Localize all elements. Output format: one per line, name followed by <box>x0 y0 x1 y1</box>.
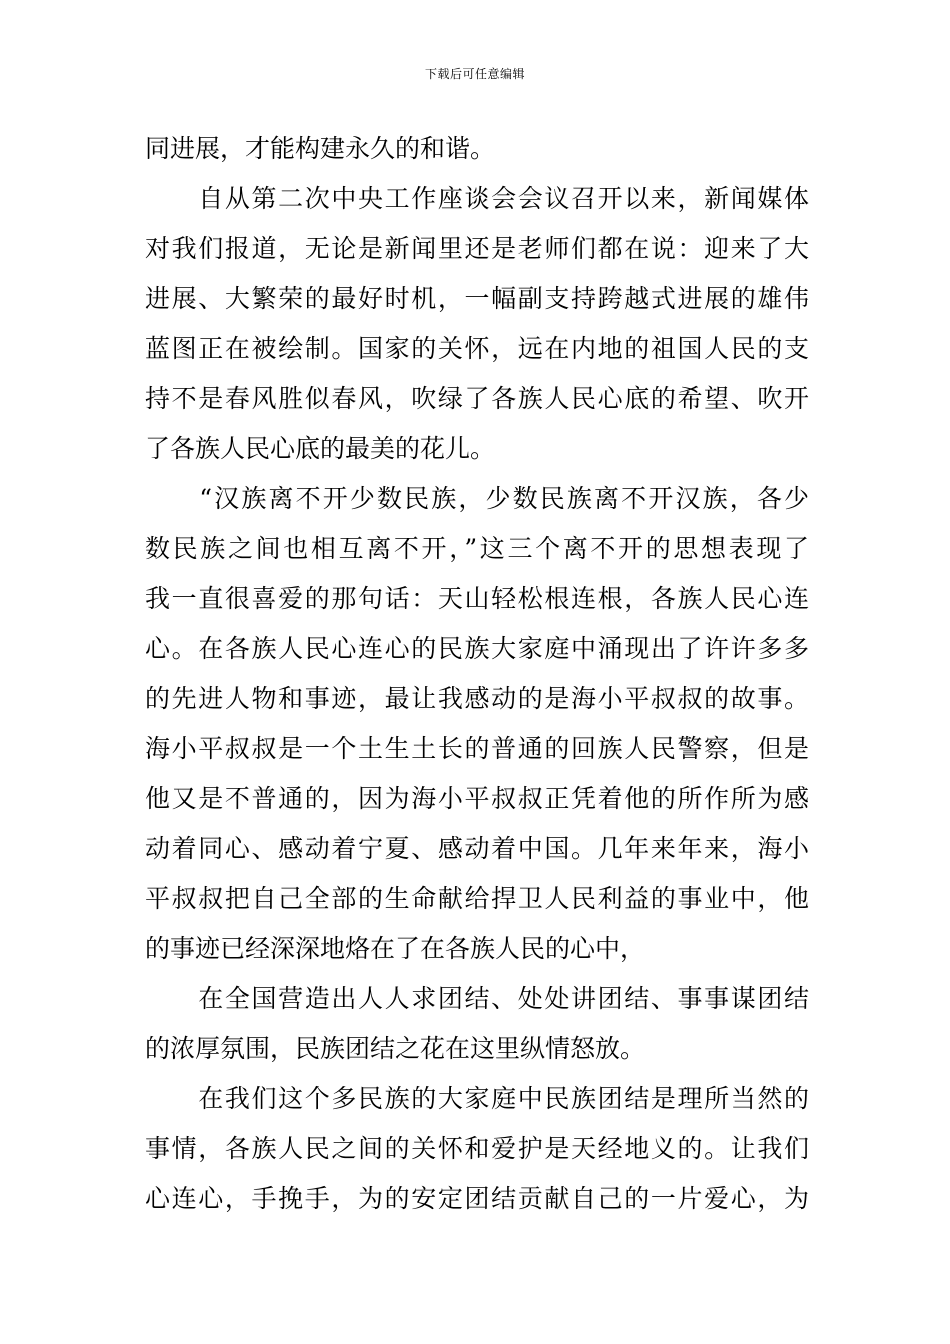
text-line: 在全国营造出人人求团结、处处讲团结、事事谋团结 <box>145 984 809 1013</box>
body-text <box>145 124 809 1224</box>
text-line: 蓝图正在被绘制。国家的关怀，远在内地的祖国人民的支 <box>145 334 809 363</box>
text-line: 的先进人物和事迹，最让我感动的是海小平叔叔的故事。 <box>145 684 809 713</box>
text-line: 心连心，手挽手，为的安定团结贡献自己的一片爱心，为 <box>145 1184 809 1213</box>
text-line: 平叔叔把自己全部的生命献给捍卫人民利益的事业中，他 <box>145 884 809 913</box>
text-line: 事情，各族人民之间的关怀和爱护是天经地义的。让我们 <box>145 1134 809 1163</box>
text-line: 对我们报道，无论是新闻里还是老师们都在说：迎来了大 <box>145 234 809 263</box>
page-header: 下载后可任意编辑 <box>424 67 525 81</box>
text-line: 我一直很喜爱的那句话：天山轻松根连根，各族人民心连 <box>145 584 809 613</box>
text-line: 持不是春风胜似春风，吹绿了各族人民心底的希望、吹开 <box>145 384 809 413</box>
text-line: 同进展，才能构建永久的和谐。 <box>145 134 496 163</box>
text-line: 他又是不普通的，因为海小平叔叔正凭着他的所作所为感 <box>145 784 809 813</box>
text-line: 的事迹已经深深地烙在了在各族人民的心中， <box>145 934 646 963</box>
text-line: “汉族离不开少数民族，少数民族离不开汉族，各少 <box>145 484 809 513</box>
text-line: 动着同心、感动着宁夏、感动着中国。几年来年来，海小 <box>145 834 809 863</box>
text-line: 海小平叔叔是一个土生土长的普通的回族人民警察，但是 <box>145 734 809 763</box>
text-line: 数民族之间也相互离不开，”这三个离不开的思想表现了 <box>145 534 809 563</box>
text-line: 自从第二次中央工作座谈会会议召开以来，新闻媒体 <box>145 184 809 213</box>
text-line: 了各族人民心底的最美的花儿。 <box>145 434 496 463</box>
text-line: 进展、大繁荣的最好时机，一幅副支持跨越式进展的雄伟 <box>145 284 809 313</box>
text-line: 心。在各族人民心连心的民族大家庭中涌现出了许许多多 <box>145 634 809 663</box>
text-line: 的浓厚氛围，民族团结之花在这里纵情怒放。 <box>145 1034 646 1063</box>
text-line: 在我们这个多民族的大家庭中民族团结是理所当然的 <box>145 1084 809 1113</box>
